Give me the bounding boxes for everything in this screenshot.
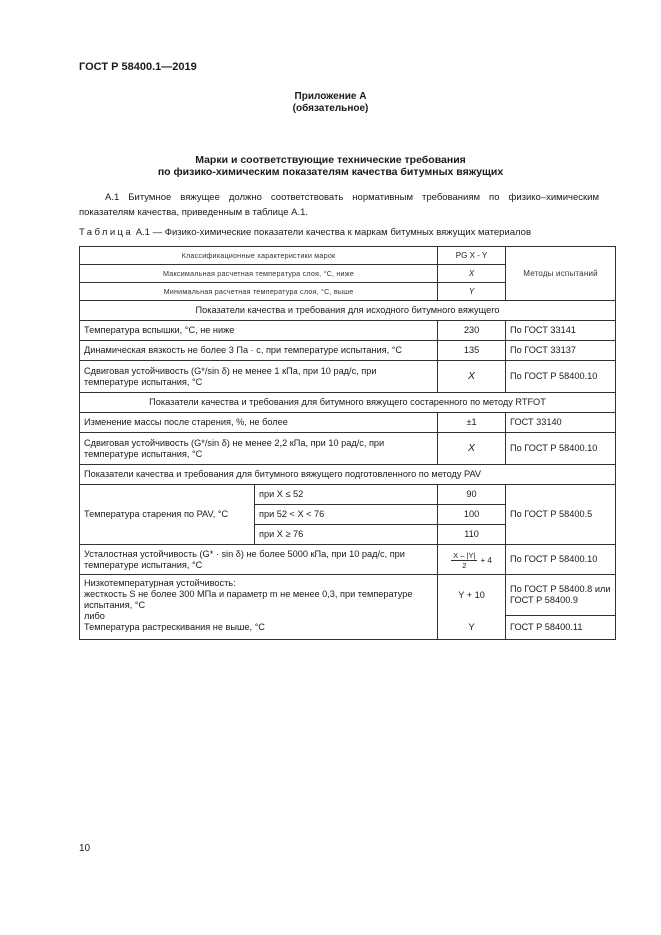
aging-value-3: 110 [438,525,506,545]
lowtemp-label [80,575,438,640]
fatigue-numerator: X – |Y| [453,550,476,560]
section-pav: Показатели качества и требования для битумного вяжущего подготовленного по методу PAV [80,465,616,485]
lowtemp-line4: Температура растрескивания не выше, °С [84,622,265,632]
flash-method: По ГОСТ 33141 [506,321,616,341]
paragraph-a1: А.1 Битумное вяжущее должно соответствовать нормативным требованиям по физико–химическим показателям качества, приведенным в таблице А.1. [79,192,599,218]
viscosity-value: 135 [438,341,506,361]
annex-subtitle: (обязательное) [292,103,369,114]
lowtemp-value1: Y + 10 [438,575,506,616]
aging-cond-1: при X ≤ 52 [255,485,438,505]
viscosity-label: Динамическая вязкость не более 3 Па · с, при температуре испытания, °С [80,341,438,361]
table-row [80,413,616,433]
table-row [80,465,616,485]
document-code: ГОСТ Р 58400.1—2019 [79,61,197,73]
min-temp-label: Минимальная расчетная температура слоя, °С, выше [80,283,438,301]
annex-title: Приложение А [294,91,367,102]
max-temp-label: Максимальная расчетная температура слоя, °С, ниже [80,265,438,283]
fatigue-label: Усталостная устойчивость (G* · sin δ) не более 5000 кПа, при 10 рад/с, при температуре испытания, °С [80,545,438,575]
table-row [80,433,616,465]
table-caption-prefix: Таблица [79,227,134,238]
shear2-method: По ГОСТ Р 58400.10 [506,433,616,465]
shear2-label: Сдвиговая устойчивость (G*/sin δ) не менее 2,2 кПа, при 10 рад/с, при температуре испытания, °С [80,433,438,465]
fatigue-method: По ГОСТ Р 58400.10 [506,545,616,575]
table-caption [79,227,531,238]
table-row [80,301,616,321]
aging-temp-label: Температура старения по PAV, °С [80,485,255,545]
table-row [80,545,616,575]
table-row [80,575,616,616]
aging-method: По ГОСТ Р 58400.5 [506,485,616,545]
table-row [80,361,616,393]
aging-value-2: 100 [438,505,506,525]
mass-change-method: ГОСТ 33140 [506,413,616,433]
lowtemp-method1: По ГОСТ Р 58400.8 или ГОСТ Р 58400.9 [506,575,616,616]
table-row [80,393,616,413]
main-title-line1: Марки и соответствующие технические требования [195,154,466,166]
lowtemp-method2: ГОСТ Р 58400.11 [506,616,616,640]
flash-value: 230 [438,321,506,341]
lowtemp-line2: жесткость S не более 300 МПа и параметр m не менее 0,3, при температуре испытания, °С [84,589,413,610]
lowtemp-line3: либо [84,611,105,621]
methods-header: Методы испытаний [506,247,616,301]
shear1-method: По ГОСТ Р 58400.10 [506,361,616,393]
aging-cond-3: при X ≥ 76 [255,525,438,545]
min-temp-value: Y [438,283,506,301]
classification-label: Классификационные характеристики марок [80,247,438,265]
aging-cond-2: при 52 < X < 76 [255,505,438,525]
table-row [80,247,616,265]
shear1-value: X [438,361,506,393]
table-row [80,321,616,341]
page-number: 10 [79,843,91,854]
fatigue-formula [438,545,506,575]
mass-change-value: ±1 [438,413,506,433]
shear2-value: X [438,433,506,465]
mass-change-label: Изменение массы после старения, %, не более [80,413,438,433]
viscosity-method: По ГОСТ 33137 [506,341,616,361]
section-original-binder: Показатели качества и требования для исходного битумного вяжущего [80,301,616,321]
lowtemp-line1: Низкотемпературная устойчивость: [84,578,236,588]
fatigue-denominator: 2 [462,560,467,570]
requirements-table [79,246,616,640]
grade-cell: PG X - Y [438,247,506,265]
lowtemp-value2: Y [438,616,506,640]
max-temp-value: X [438,265,506,283]
section-rtfot: Показатели качества и требования для битумного вяжущего состаренного по методу RTFOT [80,393,616,413]
flash-label: Температура вспышки, °С, не ниже [80,321,438,341]
table-caption-text: А.1 — Физико-химические показатели качества к маркам битумных вяжущих материалов [135,227,531,238]
table-row [80,485,616,505]
table-row [80,341,616,361]
aging-value-1: 90 [438,485,506,505]
fatigue-tail: + 4 [480,555,492,565]
main-title-line2: по физико-химическим показателям качества битумных вяжущих [157,166,504,178]
shear1-label: Сдвиговая устойчивость (G*/sin δ) не менее 1 кПа, при 10 рад/с, при температуре испытания, °С [80,361,438,393]
